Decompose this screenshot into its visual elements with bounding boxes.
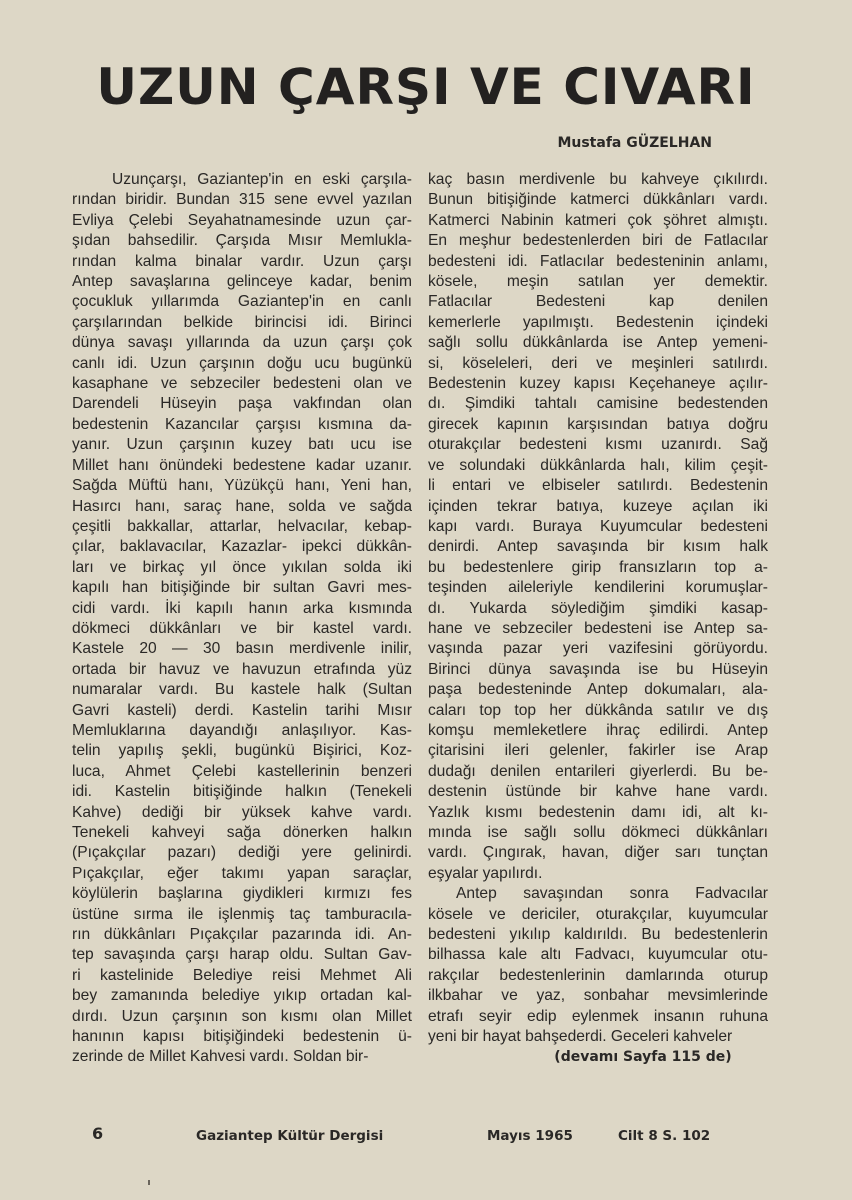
text-line: rakçılar bedestenlerinin damlarında oturup	[428, 966, 768, 984]
text-line: cidi vardı. İki kapılı hanın arka kısmında	[72, 599, 412, 617]
text-line: yanır. Uzun çarşının kuzey batı ucu ise	[72, 436, 412, 454]
text-line: (Pıçakçılar pazarı) dediği yere gelinirdi.	[72, 844, 412, 862]
text-line: kaç basın merdivenle bu kahveye çıkılırdı.	[428, 171, 768, 188]
text-line: kösele, meşin satılan yer demektir.	[428, 273, 768, 291]
text-line: Sağda Müftü hanı, Yüzükçü hanı, Yeni han,	[72, 477, 412, 495]
text-line: kapı vardı. Buraya Kuyumcular bedesteni	[428, 517, 768, 535]
text-line: si, köseleleri, deri ve meşinleri satılırdı.	[428, 354, 768, 372]
text-line: Antep savaşlarına gelinceye kadar, benim	[72, 273, 412, 291]
text-line: dı. Yukarda söylediğim şimdiki kasap-	[428, 599, 768, 617]
text-line: destenin üstünde bir kahve hane vardı.	[428, 783, 768, 801]
text-line: Tenekeli kahveyi sağa dönerken halkın	[72, 824, 412, 841]
text-line: Antep savaşından sonra Fadvacılar	[456, 885, 768, 903]
text-line: Bunun bitişiğinde katmerci dükkânları vardı.	[428, 191, 768, 209]
text-line: çocukluk yıllarımda Gaziantep'in en canlı	[72, 293, 412, 311]
text-line: Kastele 20 — 30 basın merdivenle inilir,	[72, 640, 412, 658]
text-line: ları ve birkaç yıl önce yıkılan solda iki	[72, 558, 412, 576]
text-line: bedestenin Kazancılar çarşısı kısmına da-	[72, 415, 412, 433]
text-line: şıdan bahsedilir. Çarşıda Mısır Memlukla-	[72, 232, 412, 250]
text-line: Yazlık kısmı bedestenin damı idi, alt kı-	[428, 803, 768, 821]
text-line: rından kalma binalar vardır. Uzun çarşı	[72, 252, 412, 270]
text-line: telin yapılış şekli, bugünkü Bişirici, Koz-	[72, 742, 412, 760]
text-line: dökmeci dükkânları ve bir kastel vardı.	[72, 619, 412, 637]
text-line: denirdi. Antep savaşında bir kısım halk	[428, 538, 768, 556]
text-line: bedesteni idi. Fatlacılar bedesteninin anlamı,	[428, 252, 768, 270]
text-line: Darendeli Hüseyin paşa vakfından olan	[72, 395, 412, 413]
text-line: Fatlacılar Bedesteni kap denilen	[428, 293, 768, 311]
print-speck	[148, 1180, 150, 1185]
text-line: canlı idi. Uzun çarşının doğu ucu bugünkü	[72, 354, 412, 372]
text-line: li entari ve elbiseler satılırdı. Bedestenin	[428, 477, 768, 495]
text-line: Gavri kasteli) derdi. Kastelin tarihi Mısır	[72, 701, 412, 719]
text-line: luca, Ahmet Çelebi kastellerinin benzeri	[72, 762, 412, 780]
text-line: bilhassa kale altı Fadvacı, kuyumcular otu-	[428, 946, 768, 964]
text-line: çılar, baklavacılar, Kazazlar- ipekci dükkân-	[72, 538, 412, 556]
text-line: içinden tekrar batıya, kuzeye açılan iki	[428, 497, 768, 515]
text-line: kapılı han bitişiğinde bir sultan Gavri mes-	[72, 579, 412, 597]
text-line: teşinden aileleriyle kendilerini korumuşlar-	[428, 579, 768, 597]
text-line: çarşılarından belkide birincisi idi. Birinci	[72, 313, 412, 331]
text-line: çitarisini ileri gelenler, fakirler ise Arap	[428, 742, 768, 760]
text-column-left	[72, 170, 412, 1068]
text-line: Katmerci Nabinin katmeri çok şöhret almıştı.	[428, 211, 768, 229]
issue-date: Mayıs 1965	[487, 1128, 573, 1144]
text-line: ortada bir havuz ve havuzun etrafında yüz	[72, 660, 412, 678]
text-line: dırdı. Uzun çarşının son kısmı olan Millet	[72, 1007, 412, 1025]
text-line: idi. Kastelin bitişiğinde halkın (Tenekeli	[72, 783, 412, 801]
text-line: Pıçakçılar, eğer takımı yapan saraçlar,	[72, 864, 412, 882]
text-line: dünya savaşı yıllarında da uzun çarşı çok	[72, 334, 412, 352]
text-line: Hasırcı hanı, saraç hane, solda ve sağda	[72, 497, 412, 515]
text-line: tep savaşında çarşı harap oldu. Sultan Gav-	[72, 946, 412, 964]
text-line: rın dükkânları Pıçakçılar pazarında idi. An-	[72, 926, 412, 944]
text-line: ri kastelinide Belediye reisi Mehmet Ali	[72, 966, 412, 984]
page-number: 6	[92, 1124, 104, 1143]
text-line: bey zamanında belediye yıkıp ortadan kal-	[72, 987, 412, 1005]
text-line: bedesteni yıkılıp kaldırıldı. Bu bedestenlerin	[428, 926, 768, 944]
text-line: çeşitli bakkallar, attarlar, helvacılar, kebap-	[72, 517, 412, 535]
text-line: kemerlerle yapılmıştı. Bedestenin içindeki	[428, 313, 768, 331]
text-line: dı. Şimdiki tahtalı camisine bedestenden	[428, 395, 768, 413]
text-line: üstüne sırma ile işlenmiş taç tamburacıla-	[72, 905, 412, 923]
text-line: Evliya Çelebi Seyahatnamesinde uzun çar-	[72, 211, 412, 229]
text-line: eşyalar yapılırdı.	[428, 864, 543, 882]
text-line: hanının kapısı bitişiğindeki bedestenin ü-	[72, 1028, 412, 1046]
magazine-name: Gaziantep Kültür Dergisi	[196, 1128, 384, 1144]
text-line: zerinde de Millet Kahvesi vardı. Soldan bir-	[72, 1048, 369, 1066]
text-column-right	[428, 170, 768, 1068]
text-line: Uzunçarşı, Gaziantep'in en eski çarşıla-	[112, 171, 412, 188]
text-line: oturakçılar bedesteni kısmı uzanırdı. Sağ	[428, 436, 768, 454]
text-line: vaşında pazar yeri vazifesini görüyordu.	[428, 640, 768, 658]
text-line: numaralar vardı. Bu kastele halk (Sultan	[72, 681, 412, 699]
article-author: Mustafa GÜZELHAN	[557, 135, 712, 151]
text-line: hane ve sebzeciler bedesteni ise Antep sa-	[428, 619, 768, 637]
text-line: paşa bedesteninde Antep dokumaları, ala-	[428, 681, 768, 699]
page-footer	[0, 1124, 852, 1148]
text-line: kasaphane ve sebzeciler bedesteni olan ve	[72, 375, 412, 393]
text-line: Millet hanı önündeki bedestene kadar uzanır.	[72, 456, 412, 474]
text-line: dudağı denilen entarileri giyerlerdi. Bu be-	[428, 762, 768, 780]
text-line: En meşhur bedestenlerden biri de Fatlacılar	[428, 232, 768, 250]
continued-note: (devamı Sayfa 115 de)	[554, 1049, 732, 1066]
text-line: ilkbahar ve yaz, sonbahar mevsimlerinde	[428, 987, 768, 1005]
text-line: rından biridir. Bundan 315 sene evvel yazılan	[72, 191, 412, 209]
text-line: ve solundaki dükkânlarda halı, kilim çeşit-	[428, 456, 768, 474]
text-line: Memluklarına dayandığı anlaşılıyor. Kas-	[72, 721, 412, 739]
text-line: Birinci dünya savaşında ise bu Hüseyin	[428, 660, 768, 678]
text-line: etrafı seyir edip eylenmek insanın ruhuna	[428, 1007, 768, 1025]
article-title: UZUN ÇARŞI VE CIVARI	[96, 58, 756, 116]
text-line: caları top top her dükkânda satılır ve dış	[428, 701, 768, 719]
text-line: komşu memleketlere ihraç edilirdi. Antep	[428, 721, 768, 739]
text-line: bu bedestenlere girip fransızların top a-	[428, 558, 768, 576]
volume-issue: Cilt 8 S. 102	[618, 1128, 711, 1144]
text-line: girecek kapının karşısından batıya doğru	[428, 415, 768, 433]
text-line: yeni bir hayat bahşederdi. Geceleri kahveler	[428, 1028, 733, 1046]
text-line: sağlı sollu dükkânlarda ise Antep yemeni-	[428, 334, 768, 352]
text-line: köylülerin başlarına giydikleri kırmızı fes	[72, 885, 412, 903]
text-line: mında ise sağlı sollu dökmeci dükkânları	[428, 824, 768, 841]
text-line: Kahve) dediği bir yüksek kahve vardı.	[72, 803, 412, 821]
text-line: kösele ve dericiler, oturakçılar, kuyumcular	[428, 905, 768, 923]
text-line: vardı. Çıngırak, havan, diğer sarı tunçtan	[428, 844, 768, 862]
text-line: Bedestenin kuzey kapısı Keçehaneye açılır-	[428, 375, 768, 393]
